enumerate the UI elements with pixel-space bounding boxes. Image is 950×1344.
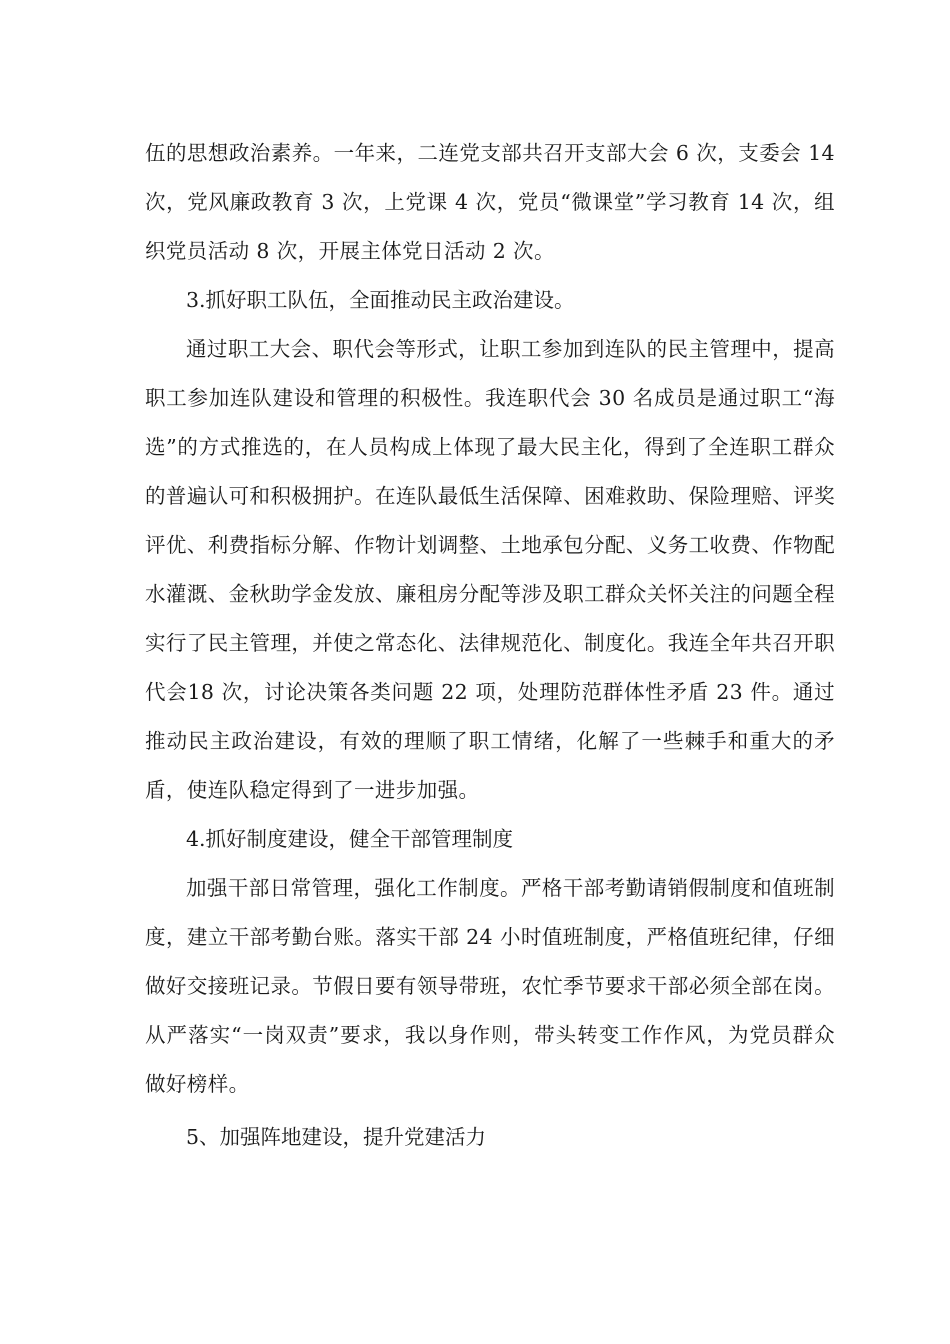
section-heading-4: 4.抓好制度建设，健全干部管理制度 xyxy=(186,827,514,851)
body-paragraph-1: 伍的思想政治素养。一年来，二连党支部共召开支部大会 6 次，支委会 14 次，党风廉政教育 3 次，上党课 4 次，党员“微课堂”学习教育 14 次，组织党员活动 8 次，开展主体党日活动 2 次。 xyxy=(145,141,835,263)
body-paragraph-2: 通过职工大会、职代会等形式，让职工参加到连队的民主管理中，提高职工参加连队建设和管理的积极性。我连职代会 30 名成员是通过职工“海选”的方式推选的，在人员构成上体现了最大民主化，得到了全连职工群众的普遍认可和积极拥护。在连队最低生活保障、困难救助、保险理赔、评奖评优、利费指标分解、作物计划调整、土地承包分配、义务工收费、作物配水灌溉、金秋助学金发放、廉租房分配等涉及职工群众关怀关注的问题全程实行了民主管理，并使之常态化、法律规范化、制度化。我连全年共召开职代会18 次，讨论决策各类问题 22 项，处理防范群体性矛盾 23 件。通过推动民主政治建设，有效的理顺了职工情绪，化解了一些棘手和重大的矛盾，使连队稳定得到了一进步加强。 xyxy=(145,337,835,802)
section-heading-3: 3.抓好职工队伍，全面推动民主政治建设。 xyxy=(186,288,575,312)
body-paragraph-3: 加强干部日常管理，强化工作制度。严格干部考勤请销假制度和值班制度，建立干部考勤台账。落实干部 24 小时值班制度，严格值班纪律，仔细做好交接班记录。节假日要有领导带班，农忙季节要求干部必须全部在岗。从严落实“一岗双责”要求，我以身作则，带头转变工作作风，为党员群众做好榜样。 xyxy=(145,876,835,1096)
document-page xyxy=(145,129,835,1162)
section-heading-5: 5、加强阵地建设，提升党建活力 xyxy=(186,1125,487,1149)
